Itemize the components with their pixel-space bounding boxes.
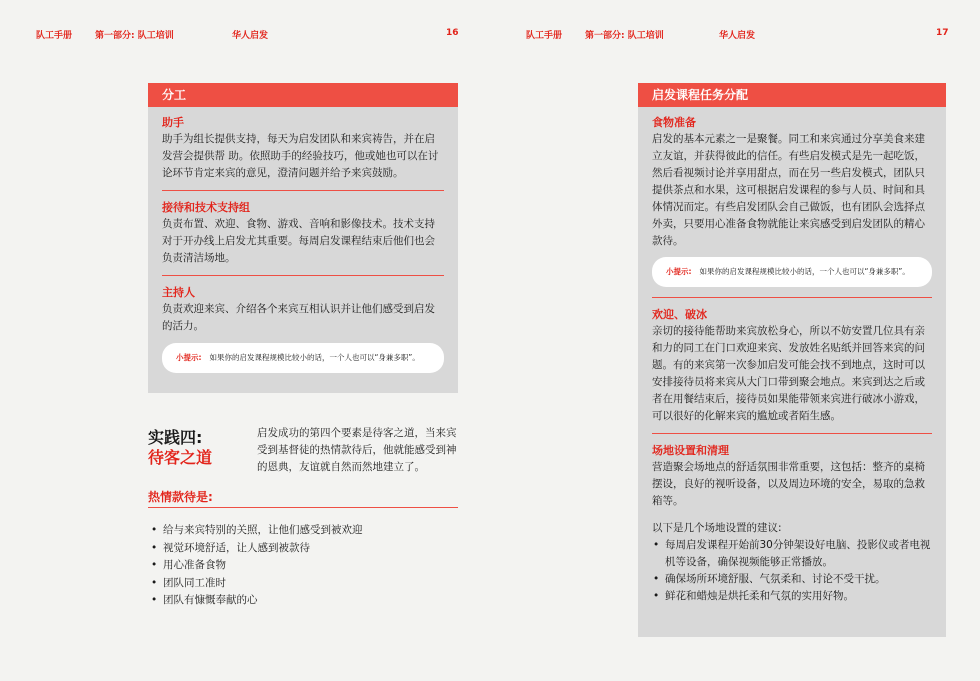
list-item: • 用心准备食物 <box>163 557 363 575</box>
list-item: • 确保场所环境舒服、气氛柔和、讨论不受干扰。 <box>665 571 932 588</box>
list-item: • 团队有慷慨奉献的心 <box>163 592 363 610</box>
practice-title <box>148 428 212 468</box>
division-of-labor-panel <box>148 83 458 393</box>
section-text: 启发的基本元素之一是聚餐。同工和来宾通过分享美食来建立友谊，并获得彼此的信任。有些启发模式是先一起吃饭，然后看视频讨论并享用甜点，而在另一些启发模式，团队只提供茶点和水果，这可根据启发课程的参与人员、时间和具体情况而定。有些启发团队会自己做饭，也有团队会选择点外卖，只要用心准备食物就能让来宾感受到启发团队的精心款待。 <box>652 133 925 247</box>
tip-label: 小提示: <box>176 353 202 362</box>
tip-box <box>652 257 932 287</box>
practice-title-line1: 实践四: <box>148 428 203 447</box>
section-text: 助手为组长提供支持，每天为启发团队和来宾祷告，并在启发营会提供帮 助。依照助手的经验技巧，他或她也可以在讨论环节肯定来宾的意见，澄清问题并给予来宾鼓励。 <box>162 133 439 179</box>
tip-label: 小提示: <box>666 267 692 276</box>
hospitality-title: 热情款待是: <box>148 490 213 504</box>
divider <box>148 507 458 508</box>
tip-text: 如果你的启发课程规模比较小的话，一个人也可以“身兼多职”。 <box>209 353 420 362</box>
header-part: 第一部分: 队工培训 <box>95 31 174 41</box>
header-brand: 华人启发 <box>232 31 269 41</box>
tip-box <box>162 343 444 373</box>
header-handbook: 队工手册 <box>36 31 73 41</box>
list-item: • 给与来宾特别的关照，让他们感受到被欢迎 <box>163 522 363 540</box>
list-item: • 视觉环境舒适，让人感到被款待 <box>163 540 363 558</box>
practice-title-line2: 待客之道 <box>148 448 213 467</box>
section-text: 亲切的接待能帮助来宾放松身心，所以不妨安置几位具有亲和力的同工在门口欢迎来宾、发放姓名贴纸并回答来宾的问题。有的来宾第一次参加启发可能会找不到地点，这时可以安排接待员将来宾从大门口带到聚会地点。来宾到达之后或者在用餐结束后，接待员如果能带领来宾进行破冰小游戏，可以很好的化解来宾的尴尬或者陌生感。 <box>652 325 925 422</box>
section-title: 助手 <box>162 116 184 129</box>
section-text: 负责欢迎来宾、介绍各个来宾互相认识并让他们感受到启发的活力。 <box>162 303 435 332</box>
section-title: 食物准备 <box>652 116 696 129</box>
suggestion-list <box>652 537 932 605</box>
tip-text: 如果你的启发课程规模比较小的话，一个人也可以“身兼多职”。 <box>699 267 910 276</box>
section-title: 欢迎、破冰 <box>652 308 707 321</box>
header-part: 第一部分: 队工培训 <box>585 31 664 41</box>
section-title: 主持人 <box>162 286 195 299</box>
suggestion-intro: 以下是几个场地设置的建议: <box>652 522 782 534</box>
practice-intro: 启发成功的第四个要素是待客之道，当来宾受到基督徒的热情款待后，他就能感受到神的恩典，友谊就自然而然地建立了。 <box>257 427 457 473</box>
divider <box>652 297 932 298</box>
panel-title: 启发课程任务分配 <box>638 83 946 107</box>
section-title: 接待和技术支持组 <box>162 201 250 214</box>
list-item: • 每周启发课程开始前30分钟架设好电脑、投影仪或者电视机等设备，确保视频能够正常播放。 <box>665 537 932 571</box>
section-title: 场地设置和清理 <box>652 444 729 457</box>
section-text: 营造聚会场地点的舒适氛围非常重要，这包括：整齐的桌椅摆设，良好的视听设备，以及周边环境的安全，易取的急救箱等。 <box>652 461 925 507</box>
page-number: 17 <box>936 28 949 38</box>
list-item: • 团队同工准时 <box>163 575 363 593</box>
header-brand: 华人启发 <box>719 31 756 41</box>
page-number: 16 <box>446 28 459 38</box>
panel-title: 分工 <box>148 83 458 107</box>
course-tasks-panel <box>638 83 946 637</box>
hospitality-list <box>150 522 363 610</box>
header-handbook: 队工手册 <box>526 31 563 41</box>
list-item: • 鲜花和蜡烛是烘托柔和气氛的实用好物。 <box>665 588 932 605</box>
divider <box>652 433 932 434</box>
divider <box>162 275 444 276</box>
divider <box>162 190 444 191</box>
section-text: 负责布置、欢迎、食物、游戏、音响和影像技术。技术支持对于开办线上启发尤其重要。每周启发课程结束后他们也会负责清洁场地。 <box>162 218 435 264</box>
